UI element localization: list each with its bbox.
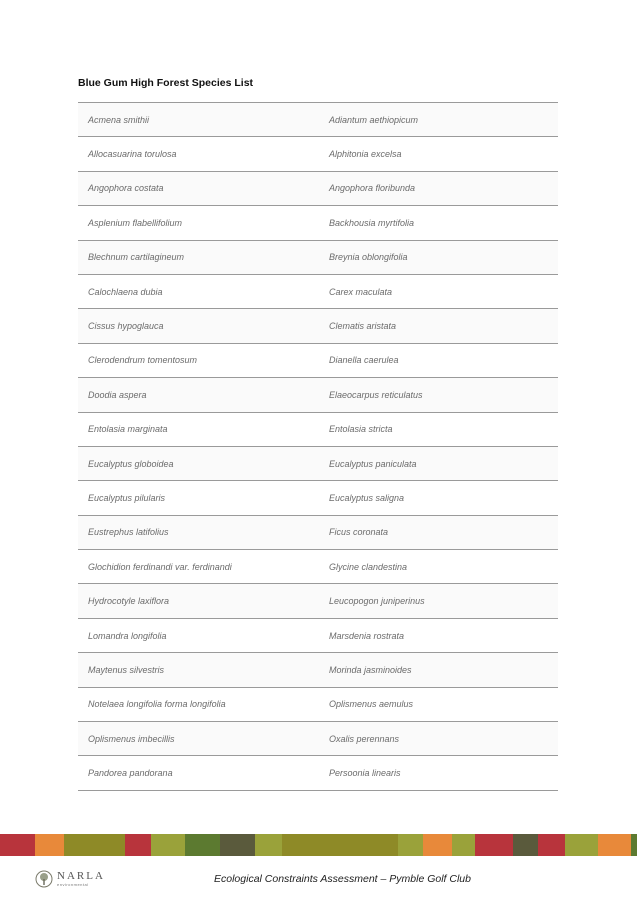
table-row [78, 447, 558, 481]
species-name: Adiantum aethiopicum [329, 114, 419, 125]
table-row [78, 275, 558, 309]
table-row [78, 722, 558, 756]
species-name: Marsdenia rostrata [329, 630, 405, 641]
table-row [78, 653, 558, 687]
species-name: Ficus coronata [329, 527, 389, 538]
species-name: Eucalyptus saligna [329, 492, 405, 503]
species-name: Alphitonia excelsa [329, 149, 402, 160]
color-band-segment [64, 834, 126, 856]
species-name: Oplismenus imbecillis [88, 733, 175, 744]
species-name: Pandorea pandorana [88, 768, 173, 779]
table-row [78, 137, 558, 171]
species-name: Cissus hypoglauca [88, 321, 164, 332]
table-row [78, 619, 558, 653]
table-row [78, 584, 558, 618]
table-row [78, 344, 558, 378]
species-name: Entolasia marginata [88, 424, 168, 435]
color-band-segment [631, 834, 637, 856]
color-band-segment [475, 834, 514, 856]
species-name: Dianella caerulea [329, 355, 399, 366]
color-band-segment [255, 834, 282, 856]
table-row [78, 241, 558, 275]
color-band-segment [340, 834, 398, 856]
table-row [78, 756, 558, 790]
table-row [78, 550, 558, 584]
species-name: Angophora floribunda [329, 183, 416, 194]
species-name: Doodia aspera [88, 389, 147, 400]
species-name: Eucalyptus pilularis [88, 492, 166, 503]
footer-text: Ecological Constraints Assessment – Pymble Golf Club [214, 873, 471, 885]
species-name: Breynia oblongifolia [329, 252, 408, 263]
page-title: Blue Gum High Forest Species List [78, 77, 254, 89]
table-row [78, 378, 558, 412]
color-band-segment [282, 834, 340, 856]
table-row [78, 172, 558, 206]
species-name: Carex maculata [329, 286, 393, 297]
species-table [78, 102, 558, 791]
species-name: Maytenus silvestris [88, 664, 165, 675]
species-name: Clerodendrum tomentosum [88, 355, 198, 366]
narla-logo [35, 870, 105, 888]
species-name: Asplenium flabellifolium [88, 217, 183, 228]
species-name: Glycine clandestina [329, 561, 408, 572]
logo-name: NARLA [57, 870, 105, 882]
decorative-color-band [0, 834, 637, 856]
species-name: Backhousia myrtifolia [329, 217, 415, 228]
color-band-segment [538, 834, 565, 856]
species-name: Morinda jasminoides [329, 664, 412, 675]
species-name: Persoonia linearis [329, 768, 401, 779]
color-band-segment [398, 834, 423, 856]
tree-icon [35, 870, 53, 888]
color-band-segment [423, 834, 452, 856]
table-row [78, 688, 558, 722]
table-row [78, 206, 558, 240]
color-band-segment [35, 834, 64, 856]
color-band-segment [151, 834, 186, 856]
species-name: Angophora costata [88, 183, 164, 194]
color-band-segment [125, 834, 150, 856]
species-name: Elaeocarpus reticulatus [329, 389, 423, 400]
color-band-segment [0, 834, 35, 856]
color-band-segment [452, 834, 475, 856]
species-name: Acmena smithii [88, 114, 150, 125]
species-name: Lomandra longifolia [88, 630, 167, 641]
table-row [78, 516, 558, 550]
species-name: Entolasia stricta [329, 424, 393, 435]
species-name: Allocasuarina torulosa [88, 149, 177, 160]
species-name: Eucalyptus globoidea [88, 458, 174, 469]
color-band-segment [598, 834, 631, 856]
table-row [78, 103, 558, 137]
species-name: Blechnum cartilagineum [88, 252, 185, 263]
species-name: Notelaea longifolia forma longifolia [88, 699, 226, 710]
species-name: Oplismenus aemulus [329, 699, 414, 710]
species-name: Clematis aristata [329, 321, 397, 332]
species-name: Eustrephus latifolius [88, 527, 169, 538]
species-name: Glochidion ferdinandi var. ferdinandi [88, 561, 232, 572]
species-name: Leucopogon juniperinus [329, 596, 425, 607]
color-band-segment [185, 834, 220, 856]
logo-subtitle: environmental [57, 882, 89, 887]
color-band-segment [565, 834, 598, 856]
species-name: Oxalis perennans [329, 733, 400, 744]
table-row [78, 481, 558, 515]
species-name: Hydrocotyle laxiflora [88, 596, 170, 607]
table-row [78, 309, 558, 343]
species-name: Eucalyptus paniculata [329, 458, 417, 469]
color-band-segment [220, 834, 255, 856]
species-name: Calochlaena dubia [88, 286, 163, 297]
color-band-segment [513, 834, 538, 856]
table-row [78, 413, 558, 447]
